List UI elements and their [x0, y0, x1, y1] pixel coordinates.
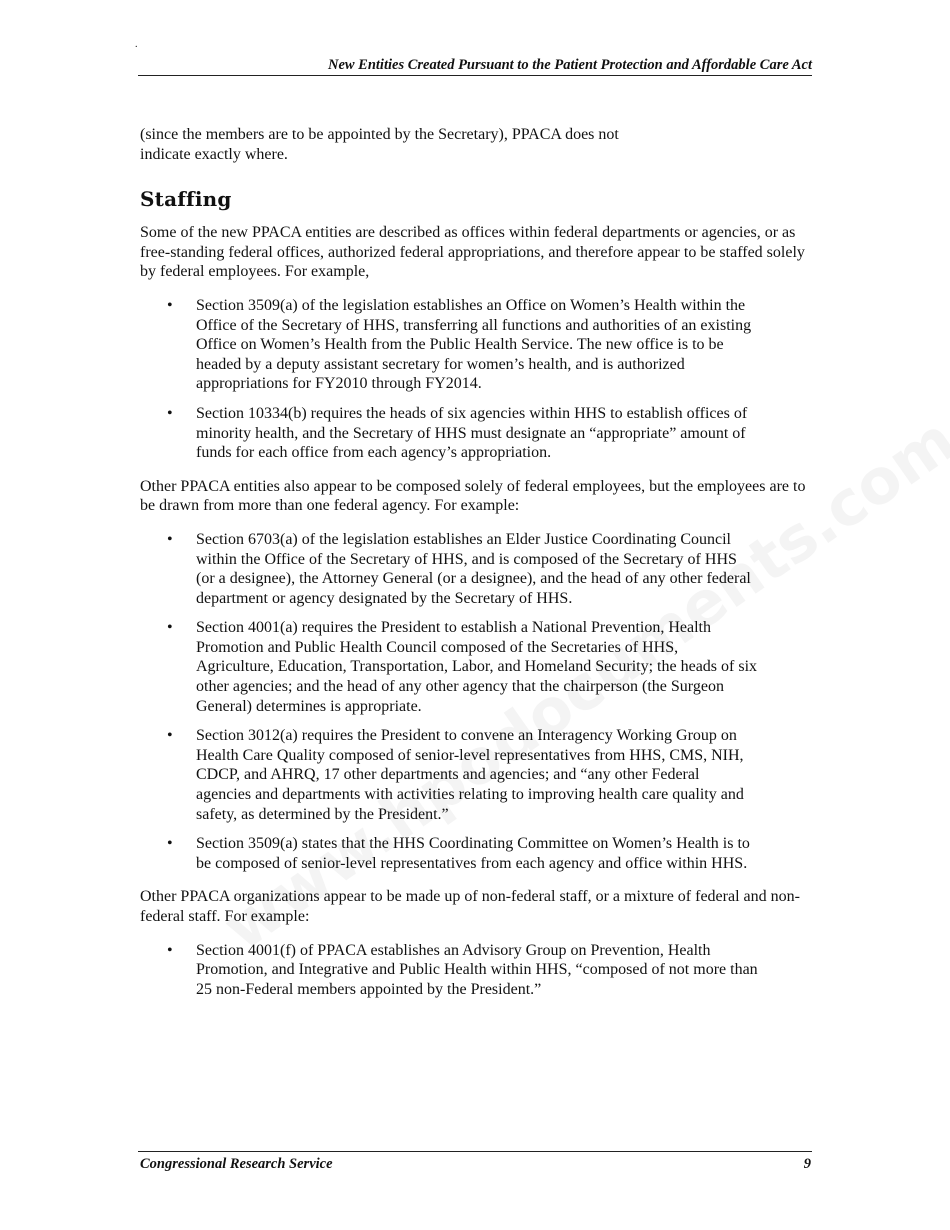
running-header-title: New Entities Created Pursuant to the Patient Protection and Affordable Care Act	[327, 57, 812, 73]
list-item	[140, 834, 758, 873]
bullet-list-2	[140, 530, 815, 874]
bullet-icon: •	[167, 619, 173, 637]
list-item	[140, 941, 758, 1000]
bullet-icon: •	[167, 404, 173, 422]
bullet-icon: •	[167, 941, 173, 959]
bullet-list-1	[140, 296, 815, 463]
header-rule	[138, 75, 812, 76]
paragraph-intro-1: Some of the new PPACA entities are described as offices within federal departments or agencies, or as free-standing federal offices, authorized federal appropriations, and therefore appear to be staffed solely by federal employees. For example,	[140, 224, 805, 281]
bullet-icon: •	[167, 296, 173, 314]
body-text	[140, 125, 815, 1013]
list-item	[140, 404, 758, 463]
list-item-text: Section 4001(a) requires the President to establish a National Prevention, Health Promotion and Public Health Council composed of the Secretaries of HHS, Agriculture, Education, Transportation, Labor, and Homeland Security; the heads of six other agencies; and the head of any other agency that the chairperson (the Surgeon General) determines is appropriate.	[196, 619, 758, 715]
list-item	[140, 726, 758, 824]
list-item	[140, 530, 758, 608]
list-item-text: Section 4001(f) of PPACA establishes an Advisory Group on Prevention, Health Promotion, and Integrative and Public Health within HHS, “composed of not more than 25 non-Federal members appointed by the President.”	[196, 941, 758, 998]
list-item-text: Section 6703(a) of the legislation establishes an Elder Justice Coordinating Council within the Office of the Secretary of HHS, and is composed of the Secretary of HHS (or a designee), the Attorney General (or a designee), and the head of any other federal department or agency designated by the Secretary of HHS.	[196, 530, 751, 607]
list-item-text: Section 3509(a) of the legislation establishes an Office on Women’s Health within the Office of the Secretary of HHS, transferring all functions and authorities of an existing Office on Women’s Health from the Public Health Service. The new office is to be headed by a deputy assistant secretary for women’s health, and is authorized appropriations for FY2010 through FY2014.	[196, 296, 752, 393]
list-item-text: Section 3012(a) requires the President to convene an Interagency Working Group on Health Care Quality composed of senior-level representatives from HHS, CMS, NIH, CDCP, and AHRQ, 17 other departments and agencies; and “any other Federal agencies and departments with activities relating to improving health care quality and safety, as determined by the President.”	[196, 727, 744, 823]
bullet-icon: •	[167, 835, 173, 853]
list-item	[140, 296, 758, 394]
page-number: 9	[803, 1156, 811, 1172]
bullet-icon: •	[167, 530, 173, 548]
list-item-text: Section 3509(a) states that the HHS Coordinating Committee on Women’s Health is to be composed of senior-level representatives from each agency and office within HHS.	[196, 835, 750, 872]
paragraph-intro-2: Other PPACA entities also appear to be composed solely of federal employees, but the employees are to be drawn from more than one federal agency. For example:	[140, 477, 806, 515]
paragraph-intro-3: Other PPACA organizations appear to be made up of non-federal staff, or a mixture of federal and non-federal staff. For example:	[140, 888, 800, 925]
list-item	[140, 618, 758, 716]
bullet-icon: •	[167, 727, 173, 745]
bullet-list-3	[140, 941, 815, 1000]
footer-source: Congressional Research Service	[140, 1156, 333, 1172]
footer-rule	[138, 1151, 812, 1152]
continuation-paragraph: (since the members are to be appointed by the Secretary), PPACA does not indicate exactly where.	[140, 126, 619, 163]
list-item-text: Section 10334(b) requires the heads of six agencies within HHS to establish offices of minority health, and the Secretary of HHS must designate an “appropriate” amount of funds for each office from each agency’s appropriation.	[196, 404, 748, 462]
corner-mark: .	[135, 39, 138, 50]
section-heading: Staffing	[140, 187, 232, 212]
